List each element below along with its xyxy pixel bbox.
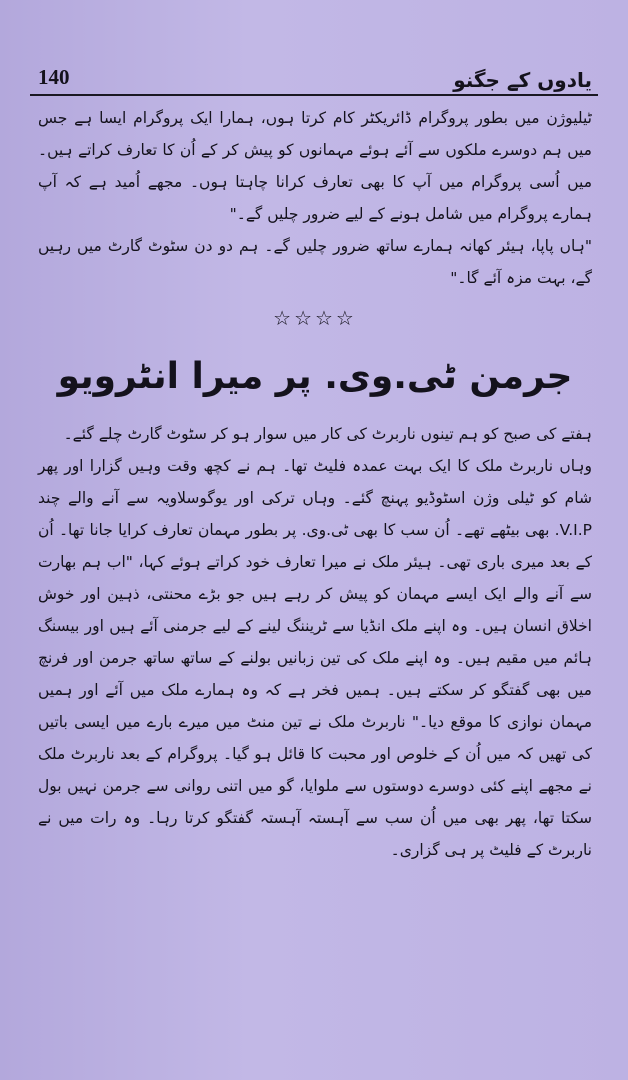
section-separator: ☆☆☆☆ bbox=[273, 306, 357, 330]
book-title: یادوں کے جگنو bbox=[453, 68, 592, 92]
paragraph-intro-2: "ہاں پاپا، ہیئر کھانہ ہمارے ساتھ ضرور چلیں گے۔ ہم دو دن سٹوٹ گارٹ میں رہیں گے، بہت مزہ آئے گا۔" bbox=[38, 237, 592, 287]
page-number: 140 bbox=[38, 65, 70, 89]
page-body bbox=[38, 102, 592, 866]
paragraph-chapter-1: ہفتے کی صبح کو ہم تینوں ناربرٹ کی کار میں سوار ہو کر سٹوٹ گارٹ چلے گئے۔ bbox=[63, 425, 592, 443]
chapter-heading: جرمن ٹی.وی. پر میرا انٹرویو bbox=[57, 356, 573, 397]
paragraph-intro-1: ٹیلیوژن میں بطور پروگرام ڈائریکٹر کام کرتا ہوں، ہمارا ایک پروگرام ایسا ہے جس میں ہم دوسرے ملکوں سے آئے ہوئے مہمانوں کو پیش کر کے اُن کا تعارف کراتے ہیں۔ میں اُسی پروگرام میں آپ کا بھی تعارف کرانا چاہتا ہوں۔ مجھے اُمید ہے کہ آپ ہمارے پروگرام میں شامل ہونے کے لیے ضرور چلیں گے۔" bbox=[38, 109, 592, 223]
paragraph-chapter-2: وہاں ناربرٹ ملک کا ایک بہت عمدہ فلیٹ تھا۔ ہم نے کچھ وقت وہیں گزارا اور پھر شام کو ٹیلی وژن اسٹوڈیو پہنچ گئے۔ وہاں ترکی اور یوگوسلاویہ سے آنے والے چند V.I.P. بھی بیٹھے تھے۔ اُن سب کا بھی ٹی.وی. پر بطور مہمان تعارف کرایا جانا تھا۔ اُن کے بعد میری باری تھی۔ ہیئر ملک نے میرا تعارف خود کراتے ہوئے کہا، "اب ہم بھارت سے آنے والے ایک ایسے مہمان کو پیش کر رہے ہیں جو بڑے محنتی، ذہین اور خوش اخلاق انسان ہیں۔ وہ اپنے ملک انڈیا سے ٹریننگ لینے کے لیے جرمنی آئے ہیں اور بیسنگ ہائم میں مقیم ہیں۔ وہ اپنے ملک کی تین زبانیں بولنے کے ساتھ ساتھ جرمن اور فرنچ میں بھی گفتگو کر سکتے ہیں۔ ہمیں فخر ہے کہ وہ ہمارے ملک میں آئے اور ہمیں مہمان نوازی کا موقع دیا۔" ناربرٹ ملک نے تین منٹ میں میرے بارے میں ایسی باتیں کی تھیں کہ میں اُن کے خلوص اور محبت کا قائل ہو گیا۔ پروگرام کے بعد ناربرٹ ملک نے مجھے اپنے کئی دوسرے دوستوں سے ملوایا، گو میں اتنی روانی سے جرمن نہیں بول سکتا تھا، پھر بھی میں اُن سب سے آہستہ آہستہ گفتگو کرتا رہا۔ وہ رات میں نے ناربرٹ کے فلیٹ پر ہی گزاری۔ bbox=[38, 457, 592, 859]
page-header bbox=[30, 58, 598, 96]
